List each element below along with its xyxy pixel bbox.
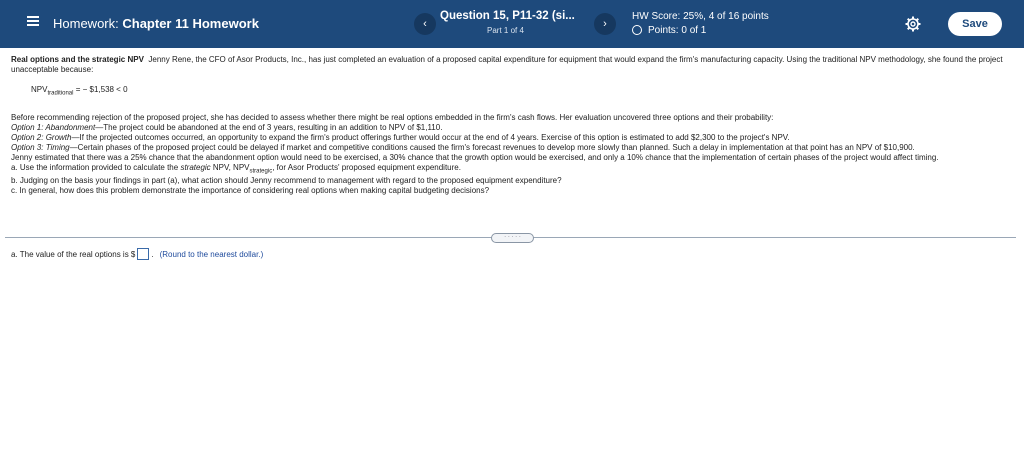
problem-heading: Real options and the strategic NPV [11, 55, 144, 64]
homework-title [53, 16, 259, 31]
points-text: Points: 0 of 1 [648, 25, 707, 36]
prev-question-button[interactable]: ‹ [414, 13, 436, 35]
npv-subscript: traditional [47, 90, 74, 97]
homework-prefix: Homework: [53, 16, 119, 31]
npv-label: NPV [31, 85, 48, 94]
expand-toggle[interactable]: · · · · · [491, 233, 534, 243]
answer-row [11, 248, 263, 260]
npv-value: = − $1,538 < 0 [75, 85, 128, 94]
hw-score: HW Score: 25%, 4 of 16 points [632, 11, 769, 22]
answer-suffix: . [151, 250, 154, 259]
question-a-subscript: strategic [249, 168, 273, 175]
evaluation-paragraph: Before recommending rejection of the proposed project, she has decided to assess whether there might be real options embedded in the firm's cash flows. Her evaluation uncovered three options and their probability: [11, 112, 774, 122]
option-1-label: Option 1: Abandonment [11, 122, 96, 132]
option-1-text: —The project could be abandoned at the end of 3 years, resulting in an addition to NPV of $1,110. [95, 122, 443, 132]
option-2-label: Option 2: Growth [11, 132, 72, 142]
option-2-text: —If the projected outcomes occurred, an opportunity to expand the firm's product offerings further would occur at the end of 4 years. Exercise of this option is estimated to add $2,300 to the project's NPV. [71, 132, 790, 142]
points-status [632, 25, 706, 36]
save-button[interactable]: Save [948, 12, 1002, 36]
question-a-suffix: , for Asor Products' proposed equipment expenditure. [272, 162, 461, 172]
question-part: Part 1 of 4 [487, 26, 524, 35]
option-3-label: Option 3: Timing [11, 142, 70, 152]
homework-name: Chapter 11 Homework [122, 16, 259, 31]
question-c: c. In general, how does this problem demonstrate the importance of considering real options when making capital budgeting decisions? [11, 186, 490, 196]
question-a-mid: NPV, NPV [210, 162, 250, 172]
points-circle-icon [632, 25, 642, 35]
npv-traditional [31, 85, 1011, 99]
question-b: b. Judging on the basis your findings in part (a), what action should Jenny recommend to management with regard to the proposed equipment expenditure? [11, 176, 562, 186]
probability-paragraph: Jenny estimated that there was a 25% chance that the abandonment option would need to be exercised, a 30% chance that the growth option would be exercised, and only a 10% chance that the implementation of certain phases of the project would affect timing. [11, 152, 939, 162]
menu-icon[interactable] [27, 16, 39, 26]
rounding-hint: (Round to the nearest dollar.) [159, 250, 264, 259]
question-a-prefix: a. Use the information provided to calculate the [11, 162, 181, 172]
option-3 [11, 143, 1011, 153]
option-3-text: —Certain phases of the proposed project could be delayed if market and competitive conditions caused the firm's forecast revenues to develop more slowly than planned. Such a delay in implementation at that point has an NPV of $10,900. [69, 142, 915, 152]
question-title: Question 15, P11-32 (si... [440, 10, 575, 22]
problem-intro [11, 55, 1011, 75]
question-a-italic: strategic [180, 162, 211, 172]
gear-icon[interactable] [905, 16, 921, 32]
answer-input[interactable] [137, 248, 149, 260]
question-a [11, 163, 1011, 177]
next-question-button[interactable]: › [594, 13, 616, 35]
answer-label: a. The value of the real options is $ [11, 250, 136, 259]
intro-text: Jenny Rene, the CFO of Asor Products, Inc., has just completed an evaluation of a proposed capital expenditure for equipment that would expand the firm's manufacturing capacity. Using the traditional NPV methodology, she found the project unacceptable because: [11, 55, 1003, 74]
top-bar [0, 0, 1024, 48]
option-2 [11, 133, 1011, 143]
problem-text [11, 55, 1011, 196]
option-1 [11, 123, 1011, 133]
